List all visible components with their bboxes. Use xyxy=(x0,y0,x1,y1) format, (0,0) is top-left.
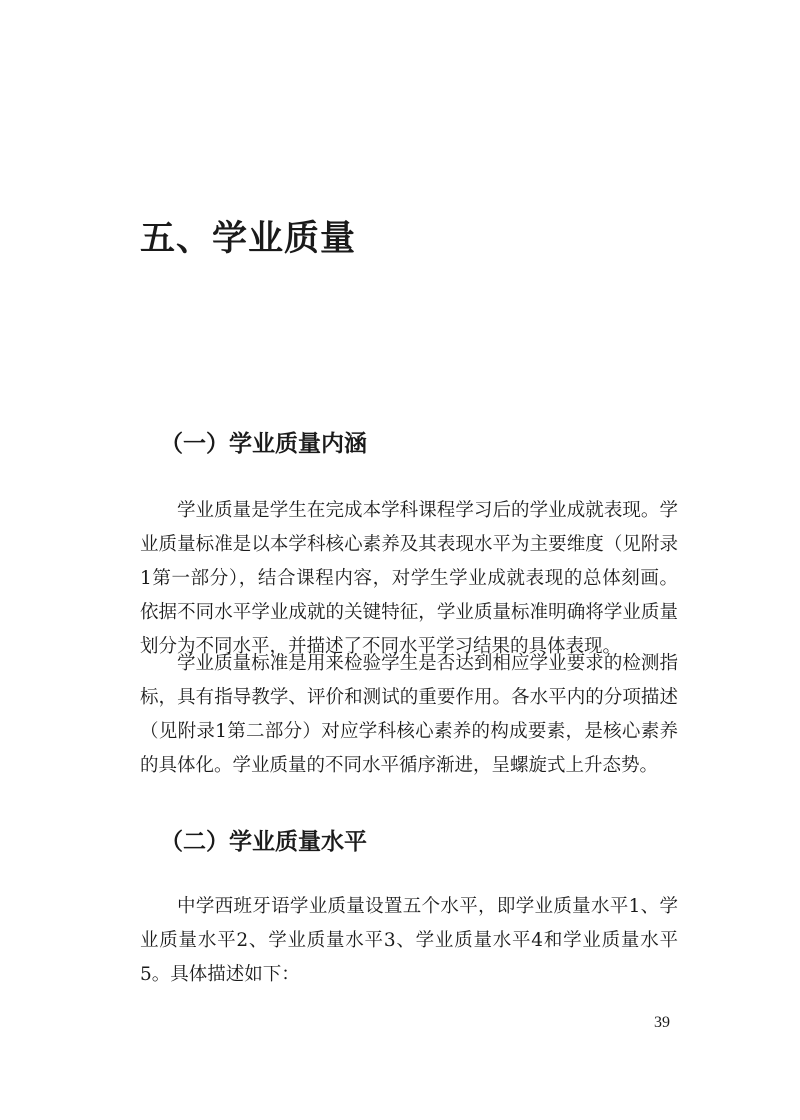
section-heading-quality-connotation: （一）学业质量内涵 xyxy=(160,430,367,457)
section-heading-quality-levels: （二）学业质量水平 xyxy=(160,828,367,855)
paragraph: 中学西班牙语学业质量设置五个水平，即学业质量水平1、学业质量水平2、学业质量水平3、学业质量水平4和学业质量水平5。具体描述如下： xyxy=(140,896,678,985)
page-number: 39 xyxy=(654,1014,670,1031)
paragraph: 学业质量标准是用来检验学生是否达到相应学业要求的检测指标，具有指导教学、评价和测试的重要作用。各水平内的分项描述（见附录1第二部分）对应学科核心素养的构成要素，是核心素养的具体化。学业质量的不同水平循序渐进，呈螺旋式上升态势。 xyxy=(140,653,678,776)
chapter-title: 五、学业质量 xyxy=(140,218,357,259)
paragraph: 学业质量是学生在完成本学科课程学习后的学业成就表现。学业质量标准是以本学科核心素养及其表现水平为主要维度（见附录1第一部分），结合课程内容，对学生学业成就表现的总体刻画。依据不同水平学业成就的关键特征，学业质量标准明确将学业质量划分为不同水平，并描述了不同水平学习结果的具体表现。 xyxy=(140,500,678,657)
